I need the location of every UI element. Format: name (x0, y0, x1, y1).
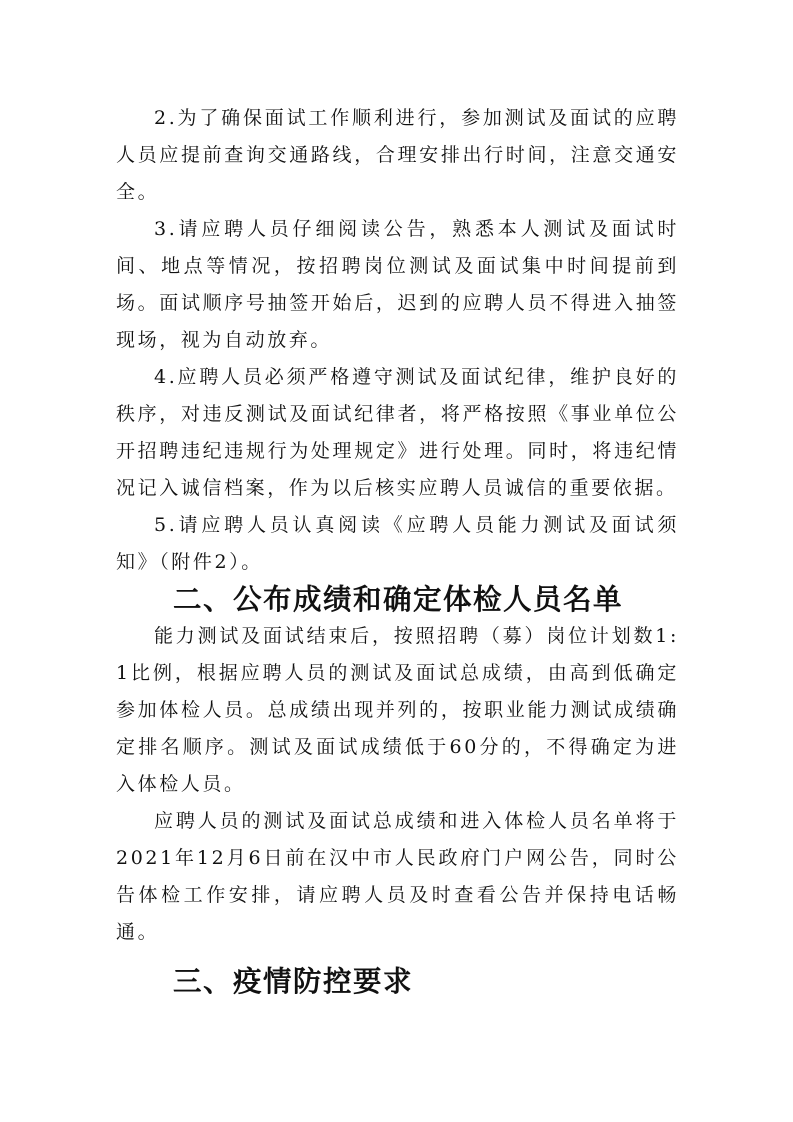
document-body (116, 100, 679, 1000)
paragraph-item-3: 3.请应聘人员仔细阅读公告，熟悉本人测试及面试时间、地点等情况，按招聘岗位测试及面试集中时间提前到场。面试顺序号抽签开始后，迟到的应聘人员不得进入抽签现场，视为自动放弃。 (116, 218, 679, 351)
section-heading-results: 二、公布成绩和确定体检人员名单 (173, 583, 624, 616)
paragraph-item-5: 5.请应聘人员认真阅读《应聘人员能力测试及面试须知》（附件2）。 (116, 514, 679, 573)
section-heading-epidemic: 三、疫情防控要求 (173, 965, 414, 998)
paragraph-item-2: 2.为了确保面试工作顺利进行，参加测试及面试的应聘人员应提前查询交通路线，合理安排出行时间，注意交通安全。 (116, 107, 679, 203)
paragraph-results-announcement: 应聘人员的测试及面试总成绩和进入体检人员名单将于2021年12月6日前在汉中市人民政府门户网公告，同时公告体检工作安排，请应聘人员及时查看公告并保持电话畅通。 (116, 810, 679, 943)
paragraph-item-4: 4.应聘人员必须严格遵守测试及面试纪律，维护良好的秩序，对违反测试及面试纪律者，将严格按照《事业单位公开招聘违纪违规行为处理规定》进行处理。同时，将违纪情况记入诚信档案，作为以后核实应聘人员诚信的重要依据。 (116, 366, 679, 499)
paragraph-results-ranking: 能力测试及面试结束后，按照招聘（募）岗位计划数1:1比例，根据应聘人员的测试及面试总成绩，由高到低确定参加体检人员。总成绩出现并列的，按职业能力测试成绩确定排名顺序。测试及面试成绩低于60分的，不得确定为进入体检人员。 (116, 625, 679, 795)
